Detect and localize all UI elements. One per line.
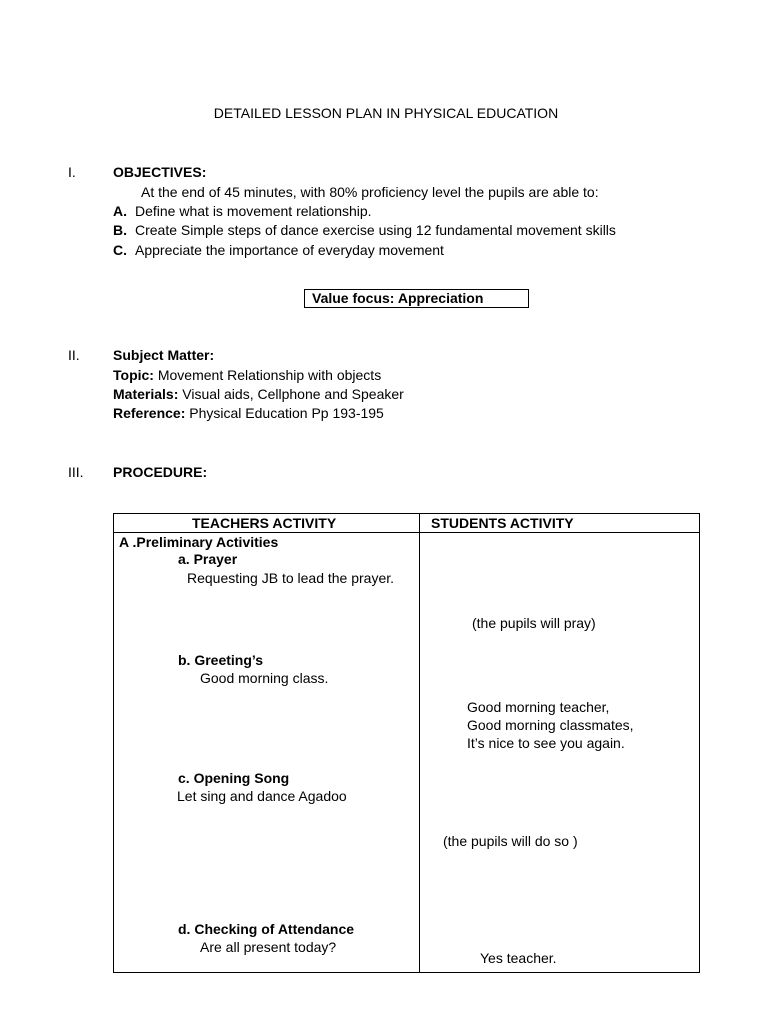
value-focus-text: Value focus: Appreciation bbox=[312, 290, 484, 306]
document-title: DETAILED LESSON PLAN IN PHYSICAL EDUCATION bbox=[213, 105, 559, 121]
col-header-teachers: TEACHERS ACTIVITY bbox=[192, 515, 337, 531]
subject-matter-heading: Subject Matter: bbox=[113, 347, 215, 363]
table-header-divider bbox=[114, 532, 699, 533]
objective-text-b: Create Simple steps of dance exercise using 12 fundamental movement skills bbox=[135, 222, 616, 238]
reference-label: Reference: bbox=[113, 405, 186, 421]
subject-matter-numeral: II. bbox=[68, 347, 80, 363]
reference-line bbox=[113, 405, 384, 422]
section-preliminary: A .Preliminary Activities bbox=[119, 534, 279, 550]
topic-label: Topic: bbox=[113, 367, 154, 383]
procedure-heading: PROCEDURE: bbox=[113, 464, 208, 480]
objectives-heading: OBJECTIVES: bbox=[113, 164, 207, 180]
opening-song-heading: c. Opening Song bbox=[178, 770, 290, 786]
procedure-table bbox=[113, 513, 700, 973]
materials-label: Materials: bbox=[113, 386, 179, 402]
objective-letter-b: B. bbox=[113, 222, 127, 238]
attendance-heading: d. Checking of Attendance bbox=[178, 921, 355, 937]
attendance-student-text: Yes teacher. bbox=[480, 950, 557, 966]
objective-letter-c: C. bbox=[113, 242, 127, 258]
objective-text-c: Appreciate the importance of everyday movement bbox=[135, 242, 444, 258]
greeting-student-line-1: Good morning teacher, bbox=[467, 699, 610, 715]
objective-text-a: Define what is movement relationship. bbox=[135, 203, 372, 219]
objectives-intro: At the end of 45 minutes, with 80% proficiency level the pupils are able to: bbox=[141, 184, 599, 200]
col-header-students: STUDENTS ACTIVITY bbox=[431, 515, 574, 531]
procedure-numeral: III. bbox=[68, 464, 84, 480]
table-column-divider bbox=[419, 514, 420, 972]
materials-value: Visual aids, Cellphone and Speaker bbox=[182, 386, 404, 402]
topic-line bbox=[113, 367, 381, 384]
value-focus-box bbox=[304, 289, 529, 308]
objectives-numeral: I. bbox=[68, 164, 76, 180]
attendance-teacher-text: Are all present today? bbox=[200, 939, 337, 955]
greeting-student-line-2: Good morning classmates, bbox=[467, 717, 634, 733]
objective-letter-a: A. bbox=[113, 203, 127, 219]
opening-song-teacher-text: Let sing and dance Agadoo bbox=[177, 788, 347, 804]
prayer-student-text: (the pupils will pray) bbox=[472, 615, 596, 631]
prayer-heading: a. Prayer bbox=[178, 551, 238, 567]
prayer-teacher-text: Requesting JB to lead the prayer. bbox=[187, 570, 395, 586]
topic-value: Movement Relationship with objects bbox=[157, 367, 382, 383]
greeting-student-line-3: It’s nice to see you again. bbox=[467, 735, 625, 751]
greeting-teacher-text: Good morning class. bbox=[200, 670, 329, 686]
materials-line bbox=[113, 386, 404, 403]
greeting-heading: b. Greeting’s bbox=[178, 652, 264, 668]
opening-song-student-text: (the pupils will do so ) bbox=[443, 833, 578, 849]
reference-value: Physical Education Pp 193-195 bbox=[189, 405, 384, 421]
